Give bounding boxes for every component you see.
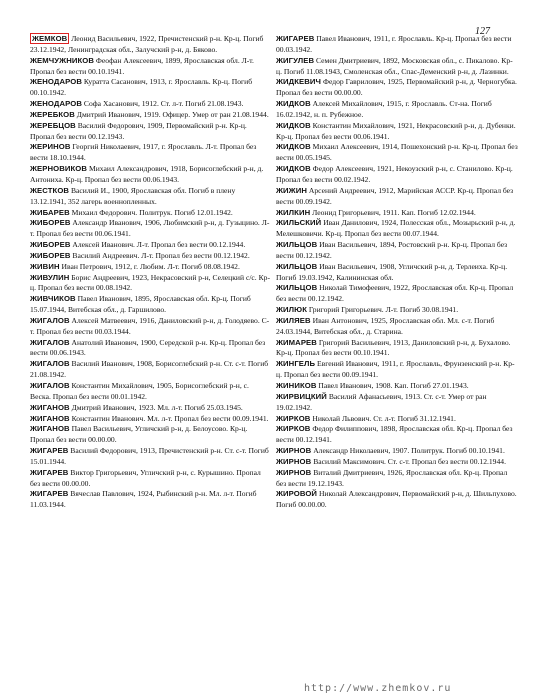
surname: ЖИГАНОВ xyxy=(30,424,70,434)
biography-entry xyxy=(30,414,270,425)
surname: ЖИРКОВ xyxy=(276,413,311,423)
surname: ЖИРНОВ xyxy=(276,467,312,477)
surname: ЖИРКОВ xyxy=(276,424,311,434)
entry-details: Константин Михайлович, 1905, Борисоглебский р-н, с. Веска. Пропал без вести 00.01.1942. xyxy=(30,381,249,401)
surname: ЖИНГЕЛЬ xyxy=(276,359,316,369)
right-column xyxy=(276,34,518,511)
biography-entry xyxy=(276,99,518,121)
surname: ЖИРНОВ xyxy=(276,446,312,456)
surname: ЖИБАРЕВ xyxy=(30,207,70,217)
biography-entry xyxy=(30,273,270,295)
biography-entry xyxy=(276,338,518,360)
surname: ЖИРНОВ xyxy=(276,456,312,466)
entry-details: Дмитрий Иванович, 1919. Офицер. Умер от ран 21.08.1944. xyxy=(74,109,269,119)
surname: ЖИНИКОВ xyxy=(276,381,317,390)
entry-details: Павел Васильевич, Угличский р-н, д. Белоусово. Кр-ц. Пропал без вести 00.00.00. xyxy=(30,424,248,445)
entry-details: Анатолий Иванович, 1900, Середской р-н. Кр-ц. Пропал без вести 00.06.1943. xyxy=(30,337,266,358)
entry-details: Георгий Николаевич, 1917, г. Ярославль. Л-т. Пропал без вести 18.10.1944. xyxy=(30,142,257,163)
surname: ЖИГАЛОВ xyxy=(30,359,70,369)
biography-entry xyxy=(276,392,518,414)
surname: ЖЕСТКОВ xyxy=(30,185,70,195)
biography-entry xyxy=(276,283,518,305)
entry-details: Николай Львович. Ст. л-т. Погиб 31.12.1941. xyxy=(310,413,456,423)
surname: ЖИВУЛИН xyxy=(30,272,70,282)
biography-entry xyxy=(30,403,270,414)
entry-details: Софа Хасанович, 1912. Ст. л-т. Погиб 21.08.1943. xyxy=(82,99,244,109)
entry-details: Вячеслав Павлович, 1924, Рыбинский р-н. Мл. л-т. Погиб 11.03.1944. xyxy=(30,489,257,510)
entry-details: Павел Иванович, 1911, г. Ярославль. Кр-ц. Пропал без вести 00.03.1942. xyxy=(276,34,512,54)
surname: ЖИЛЮК xyxy=(276,305,307,315)
surname: ЖЕНОДАРОВ xyxy=(30,77,82,87)
entry-details: Иван Антонович, 1925, Ярославская обл. Мл. с-т. Погиб 24.03.1944, Витебская обл., д. Старина. xyxy=(276,315,495,336)
biography-entry xyxy=(276,56,518,78)
biography-entry xyxy=(30,338,270,360)
entry-details: Федор Гаврилович, 1925, Первомайский р-н, д. Черногубка. Пропал без вести 00.00.00. xyxy=(276,77,517,98)
biography-entry xyxy=(30,99,270,110)
surname: ЖИЖИН xyxy=(276,185,307,195)
surname: ЖИМАРЕВ xyxy=(276,337,317,347)
surname: ЖИДКОВ xyxy=(276,120,311,130)
entry-details: Семен Дмитриевич, 1892, Московская обл., с. Пикалово. Кр-ц. Погиб 11.08.1943, Смоленская обл., Спас-Деменский р-н, д. Лазинки. xyxy=(276,55,513,76)
biography-entry xyxy=(276,164,518,186)
biography-entry xyxy=(276,34,518,56)
entry-details: Борис Андреевич, 1923, Некрасовский р-н, Селецкий с/с. Кр-ц. Пропал без вести 00.08.1942. xyxy=(30,272,270,293)
surname: ЖЕРЕБКОВ xyxy=(30,109,75,119)
biography-entry xyxy=(30,251,270,262)
biography-entry xyxy=(30,56,270,78)
entry-details: Василий Андреевич. Л-т. Пропал без вести 00.12.1942. xyxy=(70,250,250,260)
surname: ЖИДКОВ xyxy=(276,99,311,109)
entry-details: Константин Иванович. Мл. л-т. Пропал без вести 00.09.1941. xyxy=(69,413,269,423)
entry-details: Арсений Андреевич, 1912, Марийская АССР. Кр-ц. Пропал без вести 00.09.1942. xyxy=(276,185,514,206)
entry-details: Иван Васильевич, 1908, Угличский р-н, д. Терлеиха. Кр-ц. Погиб 19.03.1942, Калининская обл. xyxy=(276,261,508,282)
biography-entry xyxy=(30,381,270,403)
surname: ЖИЛЬЦОВ xyxy=(276,261,318,271)
biography-entry xyxy=(30,424,270,446)
entry-details: Константин Михайлович, 1921, Некрасовский р-н, д. Дубенки. Кр-ц. Пропал без вести 00.06.1941. xyxy=(276,120,516,141)
surname: ЖИЛЬЦОВ xyxy=(276,240,318,250)
entry-details: Виталий Дмитриевич, 1926, Ярославская обл. Кр-ц. Пропал без вести 19.12.1943. xyxy=(276,467,508,488)
surname: ЖИГУЛЕВ xyxy=(276,55,315,65)
entry-details: Алексей Матвеевич, 1916, Даниловский р-н, д. Голодяево. С-т. Пропал без вести 00.03.1944. xyxy=(30,315,270,336)
entry-details: Александр Иванович, 1906, Любимский р-н, д. Гузыцино. Л-т. Пропал без вести 00.06.1941. xyxy=(30,218,270,239)
entry-details: Дмитрий Иванович, 1923. Мл. л-т. Погиб 25.03.1945. xyxy=(69,402,243,412)
surname: ЖЕМЧУЖНИКОВ xyxy=(30,55,95,65)
biography-entry xyxy=(30,121,270,143)
surname: ЖИГАЛОВ xyxy=(30,381,70,390)
surname: ЖЕМКОВ xyxy=(32,34,68,43)
entry-details: Григорий Васильевич, 1913, Даниловский р-н, д. Бухалово. Кр-ц. Пропал без вести 00.10.1941. xyxy=(276,337,511,358)
surname: ЖИГАНОВ xyxy=(30,413,70,423)
biography-entry xyxy=(30,240,270,251)
biography-entry xyxy=(30,489,270,511)
entry-details: Виктор Григорьевич, Угличский р-н, с. Курышино. Пропал без вести 00.00.00. xyxy=(30,467,261,488)
surname: ЖИГАРЕВ xyxy=(30,489,69,499)
biography-entry xyxy=(276,457,518,468)
biography-entry xyxy=(30,316,270,338)
surname: ЖИЛЬЦОВ xyxy=(276,283,318,293)
surname: ЖИГАРЕВ xyxy=(30,467,69,477)
entry-details: Василий Максимович. Ст. с-т. Пропал без вести 00.12.1944. xyxy=(311,456,506,466)
surname: ЖИДКЕВИЧ xyxy=(276,77,322,87)
surname: ЖИЛКИН xyxy=(276,207,311,217)
surname: ЖИЛЬСКИЙ xyxy=(276,218,322,228)
surname: ЖИБОРЕВ xyxy=(30,218,71,228)
entry-details: Федор Алексеевич, 1921, Некоузский р-н, с. Станилово. Кр-ц. Пропал без вести 00.02.1942. xyxy=(276,164,513,184)
entry-details: Алексей Иванович. Л-т. Пропал без вести 00.12.1944. xyxy=(70,240,246,250)
entry-details: Федор Филиппович, 1898, Ярославская обл. Кр-ц. Пропал без вести 00.12.1941. xyxy=(276,424,513,445)
biography-entry xyxy=(276,142,518,164)
biography-entry xyxy=(276,468,518,490)
surname: ЖИРВИЦКИЙ xyxy=(276,391,327,401)
entry-details: Василий Федорович, 1909, Первомайский р-н. Кр-ц. Пропал без вести 00.12.1943. xyxy=(30,120,247,141)
entry-details: Иван Данилович, 1924, Полесская обл., Мозырьский р-н, д. Мелешковичи. Кр-ц. Пропал без вести 00.07.1944. xyxy=(276,218,516,239)
entry-details: Михаил Алексеевич, 1914, Пошехонский р-н. Кр-ц. Пропал без вести 00.05.1945. xyxy=(276,142,518,163)
biography-entry xyxy=(276,208,518,219)
biography-entry xyxy=(276,424,518,446)
entry-details: Александр Николаевич, 1907. Политрук. Погиб 00.10.1941. xyxy=(311,446,505,456)
biography-entry xyxy=(276,489,518,511)
entry-details: Михаил Александрович, 1918, Борисоглебский р-н, д. Антониха. Кр-ц. Пропал без вести 00.06.1943. xyxy=(30,164,264,184)
biography-entry xyxy=(276,305,518,316)
entry-details: Евгений Иванович, 1911, г. Ярославль, Фрунзенский р-н. Кр-ц. Пропал без вести 00.09.1941. xyxy=(276,359,515,380)
biography-entry xyxy=(30,446,270,468)
left-column xyxy=(30,34,270,511)
biography-entry xyxy=(30,164,270,186)
biography-entry xyxy=(276,240,518,262)
surname: ЖИДКОВ xyxy=(276,142,311,152)
biography-entry xyxy=(276,186,518,208)
surname: ЖЕРНОВИКОВ xyxy=(30,164,88,174)
biography-entry xyxy=(30,359,270,381)
surname: ЖИБОРЕВ xyxy=(30,250,71,260)
entry-details: Павел Иванович, 1895, Ярославская обл. Кр-ц. Погиб 15.07.1944, Витебская обл., д. Гаршилово. xyxy=(30,294,251,315)
biography-entry xyxy=(30,218,270,240)
entry-details: Григорий Григорьевич. Л-т. Погиб 30.08.1941. xyxy=(307,305,459,315)
entry-details: Куратта Сасанович, 1913, г. Ярославль. Кр-ц. Погиб 00.10.1942. xyxy=(30,77,253,98)
biography-entry xyxy=(30,142,270,164)
biography-entry xyxy=(30,34,270,56)
surname: ЖЕРЕБЦОВ xyxy=(30,120,76,130)
surname: ЖИЛЯЕВ xyxy=(276,315,311,325)
biography-entry xyxy=(276,359,518,381)
surname: ЖИРОВОЙ xyxy=(276,489,318,499)
entry-details: Иван Васильевич, 1894, Ростовский р-н. Кр-ц. Пропал без вести 00.12.1942. xyxy=(276,240,508,260)
entry-details: Иван Петрович, 1912, г. Любим. Л-т. Погиб 08.08.1942. xyxy=(59,261,240,271)
entry-details: Павел Иванович, 1908. Кап. Погиб 27.01.1943. xyxy=(316,381,469,390)
surname: ЖЕНОДАРОВ xyxy=(30,99,82,109)
surname: ЖИГАЛОВ xyxy=(30,315,70,325)
biography-entry xyxy=(276,381,518,392)
biography-entry xyxy=(276,414,518,425)
biography-entry xyxy=(30,294,270,316)
biography-entry xyxy=(30,77,270,99)
entry-details: Михаил Федорович. Политрук. Погиб 12.01.1942. xyxy=(69,207,233,217)
biography-entry xyxy=(30,208,270,219)
site-watermark: http://www.zhemkov.ru xyxy=(304,683,452,694)
surname: ЖИВЧИКОВ xyxy=(30,294,76,304)
entry-details: Василий Иванович, 1908, Борисоглебский р-н. Ст. с-т. Погиб 21.08.1942. xyxy=(30,359,269,380)
entry-details: Василий И., 1900, Ярославская обл. Погиб в плену 13.12.1941, 352 лагерь военнопленных. xyxy=(30,185,236,206)
entry-details: Василий Федорович, 1913, Пречистенский р-н. Ст. с-т. Погиб 15.01.1944. xyxy=(30,446,269,466)
entry-details: Леонид Григорьевич, 1911. Кап. Погиб 12.02.1944. xyxy=(310,207,476,217)
biography-entry xyxy=(276,218,518,240)
page-number: 127 xyxy=(475,26,490,37)
biography-entry xyxy=(276,446,518,457)
surname: ЖЕРИНОВ xyxy=(30,142,71,152)
surname: ЖИВИН xyxy=(30,261,60,271)
surname: ЖИГАНОВ xyxy=(30,402,70,412)
surname: ЖИДКОВ xyxy=(276,164,311,174)
biography-entry xyxy=(276,316,518,338)
biography-entry xyxy=(30,186,270,208)
entry-details: Леонид Васильевич, 1922, Пречистенский р-н. Кр-ц. Погиб 23.12.1942, Ленинградская обл., Залучский р-н, д. Бяково. xyxy=(30,34,264,54)
entry-details: Николай Александрович, Первомайский р-н, д. Шильпухово. Погиб 00.00.00. xyxy=(276,489,517,510)
surname: ЖИБОРЕВ xyxy=(30,240,71,250)
biography-entry xyxy=(30,262,270,273)
entry-details: Василий Афанасьевич, 1913. Ст. с-т. Умер от ран 19.02.1942. xyxy=(276,391,487,412)
surname: ЖИГАРЕВ xyxy=(30,446,69,456)
biography-entry xyxy=(276,121,518,143)
biography-entry xyxy=(30,468,270,490)
entry-details: Николай Тимофеевич, 1922, Ярославская обл. Кр-ц. Пропал без вести 00.12.1942. xyxy=(276,283,514,304)
biography-entry xyxy=(276,77,518,99)
biography-entry xyxy=(276,262,518,284)
surname: ЖИГАЛОВ xyxy=(30,337,70,347)
entry-details: Алексей Михайлович, 1915, г. Ярославль. Ст-на. Погиб 16.02.1942, н. п. Рубежное. xyxy=(276,99,492,119)
surname: ЖИГАРЕВ xyxy=(276,34,315,43)
entry-details: Феофан Алексеевич, 1899, Ярославская обл. Л-т. Пропал без вести 00.10.1941. xyxy=(30,55,254,76)
biography-entry xyxy=(30,110,270,121)
